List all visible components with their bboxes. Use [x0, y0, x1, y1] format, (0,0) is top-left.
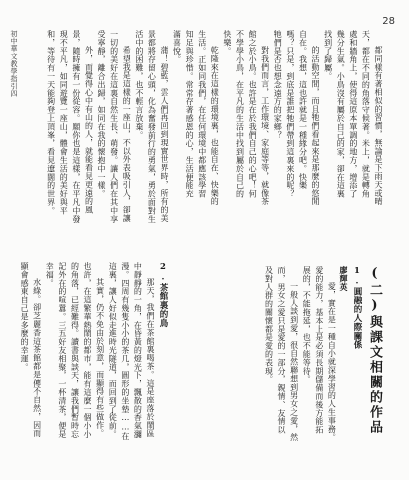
- right-bottom-text-block: [262, 266, 384, 442]
- paragraph: 外，而覺得心中有山的人，就能看見更遠的風景，隨時擁有一份從容。願你也是這樣，在平凡中發現不平凡，如同遊覽一座山，體會生活的美好與平和，等待有一天能夠登上頂峯，看見遼闊的世界。: [46, 30, 94, 224]
- section-title: (二)與課文相關的作品: [367, 266, 382, 435]
- subsection-heading: 1.圓融的人際關係: [352, 266, 362, 350]
- left-top-text-block: [44, 30, 170, 230]
- paragraph: 蒲！碧藍，雲人們再回到現實世界時，所有的美景都將存留心頭，化為奮發前行的勇氣，勇於面對生活中的困難，也不輕言放棄。: [134, 30, 169, 224]
- running-title: 初中華文教學指引四: [10, 30, 18, 98]
- paragraph: 都同樣有著相似的習慣，無論是下雨天或晴天，都在不同的角落守候著。米上，就是轉角處和牆角上，使得這原本單調的地方，增添了幾分生氣。小鳥沒有屬於自己的家，卻在這裏找到了歸屬。: [323, 30, 383, 206]
- section-heading: 2.茶館裏的鳥: [158, 262, 168, 328]
- paragraph: 愛，實在是一種自小就深學習的人生事務。愛的能力，基本上是必須長期儲備而後方能拓展的，不能拖延，也不能等待。: [302, 266, 337, 442]
- paragraph: 希望我是這樣的一座山，不以外表吸引人，卻讓一切的美好在這裏自然生長、萌發。讓人們在其中享受寧靜，離合出歸，如同在我的懷抱中一樣。: [97, 30, 132, 224]
- paragraph: 其實，仍不免由於刻意，而顯得有些做作。也許，在這繁華熱鬧的都市，能有這麼一個小小的角落，已經難得。讀書與談天，讓我們暫時忘記外在的喧囂。三五好友相聚，一杯清茶，便是幸福。: [45, 262, 105, 439]
- paragraph: 那天，我們在茶館裏喝茶。這是座落於鬧區中靜靜的一角，在昏黃的燈光下，飄散的香氣瀰漫。四周有幾隻小小的茶几，圓形的坐墊……在這裏，讓人好似走進時光隧道，而回到了從前。: [108, 262, 155, 441]
- paragraph: 對我們而言，工作環境、家庭等等，就像茶館之於小鳥。也許是在於我們自己的心吧！何不學學小鳥，在平凡的生活中找到屬於自己的快樂。: [222, 30, 270, 206]
- paragraph: 的活動空間，而且牠們看起來是那麼的悠閒自在。我想，這也許就是一種緣分吧。快樂嗎？只是，到底是誰把牠們帶到這裏來的呢？牠們是否也想念遠方的家鄉？: [273, 30, 321, 206]
- right-top-text-block: [170, 30, 384, 206]
- left-bottom-text-block: [17, 262, 170, 442]
- author-name: 廖輝英: [339, 266, 349, 292]
- paragraph: 水綠。卻芝麗香這茶館都是傳不自然，因而顯會感東自己是多麼的幸運。: [20, 262, 42, 438]
- paragraph: 乾隆來在這樣的環境裏，也能自在、快樂的生活。正如同我們，在任何環境中都應該學習知足與珍惜。常常存著感恩的心，生活便能充滿喜悅。: [172, 30, 220, 206]
- paragraph: 一般人談到愛，很自然聯想到男女之愛，然而，男女之愛只是愛的一部分，親情、友情以及對人群的關懷都是愛的表現。: [264, 266, 299, 442]
- page-number: 28: [382, 16, 395, 27]
